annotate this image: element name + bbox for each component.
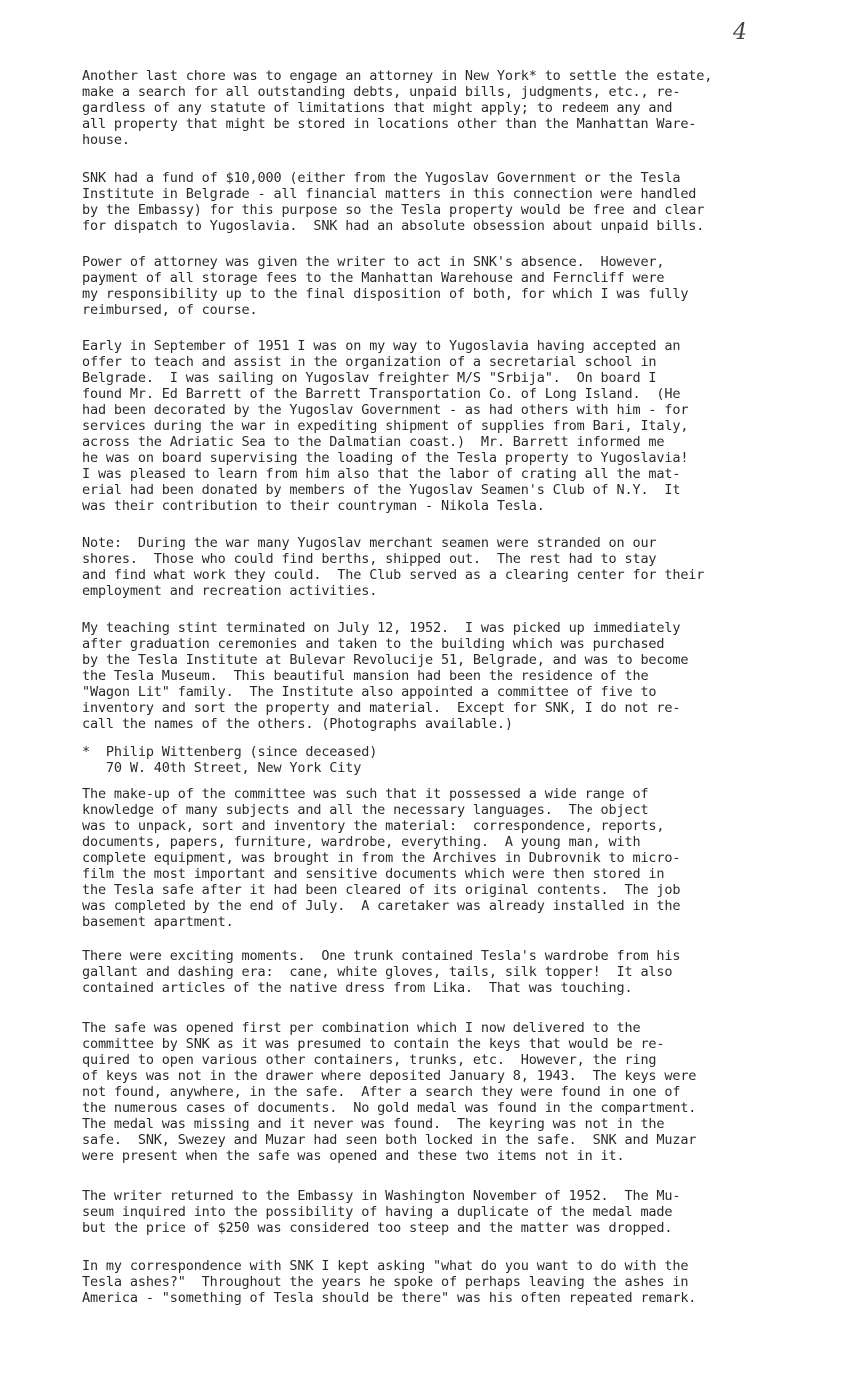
- letter-body: [82, 68, 742, 1306]
- footnote-attorney: * Philip Wittenberg (since deceased) 70 W. 40th Street, New York City: [82, 744, 378, 776]
- paragraph-note-seamen: Note: During the war many Yugoslav merchant seamen were stranded on our shores. Those who could find berths, shipped out. The rest had to stay and find what work they could. The Club served as a clearing center for their employment and recreation activities.: [82, 535, 705, 599]
- paragraph-wardrobe: There were exciting moments. One trunk contained Tesla's wardrobe from his gallant and dashing era: cane, white gloves, tails, silk topper! It also contained articles of the native dress from Lika. That was touching.: [82, 948, 681, 996]
- paragraph-committee: The make-up of the committee was such that it possessed a wide range of knowledge of many subjects and all the necessary languages. The object was to unpack, sort and inventory the material: correspondence, reports, documents, papers, furniture, wardrobe, everything. A young man, with complete equipment, was brought in from the Archives in Dubrovnik to micro- film the most important and sensitive documents which were then stored in the Tesla safe after it had been cleared of its original contents. The job was completed by the end of July. A caretaker was already installed in the basement apartment.: [82, 786, 681, 930]
- paragraph-safe: The safe was opened first per combination which I now delivered to the committee by SNK as it was presumed to contain the keys that would be re- quired to open various other containers, trunks, etc. However, the ring of keys was not in the drawer where deposited January 8, 1943. The keys were not found, anywhere, in the safe. After a search they were found in one of the numerous cases of documents. No gold medal was found in the compartment. The medal was missing and it never was found. The keyring was not in the safe. SNK, Swezey and Muzar had seen both locked in the safe. SNK and Muzar were present when the safe was opened and these two items not in it.: [82, 1020, 697, 1164]
- paragraph-teaching-stint: My teaching stint terminated on July 12, 1952. I was picked up immediately after graduation ceremonies and taken to the building which was purchased by the Tesla Institute at Bulevar Revolucije 51, Belgrade, and was to become the Tesla Museum. This beautiful mansion had been the residence of the "Wagon Lit" family. The Institute also appointed a committee of five to inventory and sort the property and material. Except for SNK, I do not re- call the names of the others. (Photographs available.): [82, 620, 689, 732]
- paragraph-embassy-return: The writer returned to the Embassy in Washington November of 1952. The Mu- seum inquired into the possibility of having a duplicate of the medal made but the price of $250 was considered too steep and the matter was dropped.: [82, 1188, 681, 1236]
- paragraph-voyage: Early in September of 1951 I was on my way to Yugoslavia having accepted an offer to teach and assist in the organization of a secretarial school in Belgrade. I was sailing on Yugoslav freighter M/S "Srbija". On board I found Mr. Ed Barrett of the Barrett Transportation Co. of Long Island. (He had been decorated by the Yugoslav Government - as had others with him - for services during the war in expediting shipment of supplies from Bari, Italy, across the Adriatic Sea to the Dalmatian coast.) Mr. Barrett informed me he was on board supervising the loading of the Tesla property to Yugoslavia! I was pleased to learn from him also that the labor of crating all the mat- erial had been donated by members of the Yugoslav Seamen's Club of N.Y. It was their contribution to their countryman - Nikola Tesla.: [82, 338, 689, 514]
- paragraph-power-of-attorney: Power of attorney was given the writer to act in SNK's absence. However, payment of all storage fees to the Manhattan Warehouse and Ferncliff were my responsibility up to the final disposition of both, for which I was fully reimbursed, of course.: [82, 254, 689, 318]
- paragraph-fund: SNK had a fund of $10,000 (either from the Yugoslav Government or the Tesla Institute in Belgrade - all financial matters in this connection were handled by the Embassy) for this purpose so the Tesla property would be free and clear for dispatch to Yugoslavia. SNK had an absolute obsession about unpaid bills.: [82, 170, 705, 234]
- paragraph-attorney-chore: Another last chore was to engage an attorney in New York* to settle the estate, make a search for all outstanding debts, unpaid bills, judgments, etc., re- gardless of any statute of limitations that might apply; to redeem any and all property that might be stored in locations other than the Manhattan Ware- house.: [82, 68, 713, 148]
- paragraph-ashes: In my correspondence with SNK I kept asking "what do you want to do with the Tesla ashes?" Throughout the years he spoke of perhaps leaving the ashes in America - "something of Tesla should be there" was his often repeated remark.: [82, 1258, 697, 1306]
- page-number: 4: [733, 20, 747, 45]
